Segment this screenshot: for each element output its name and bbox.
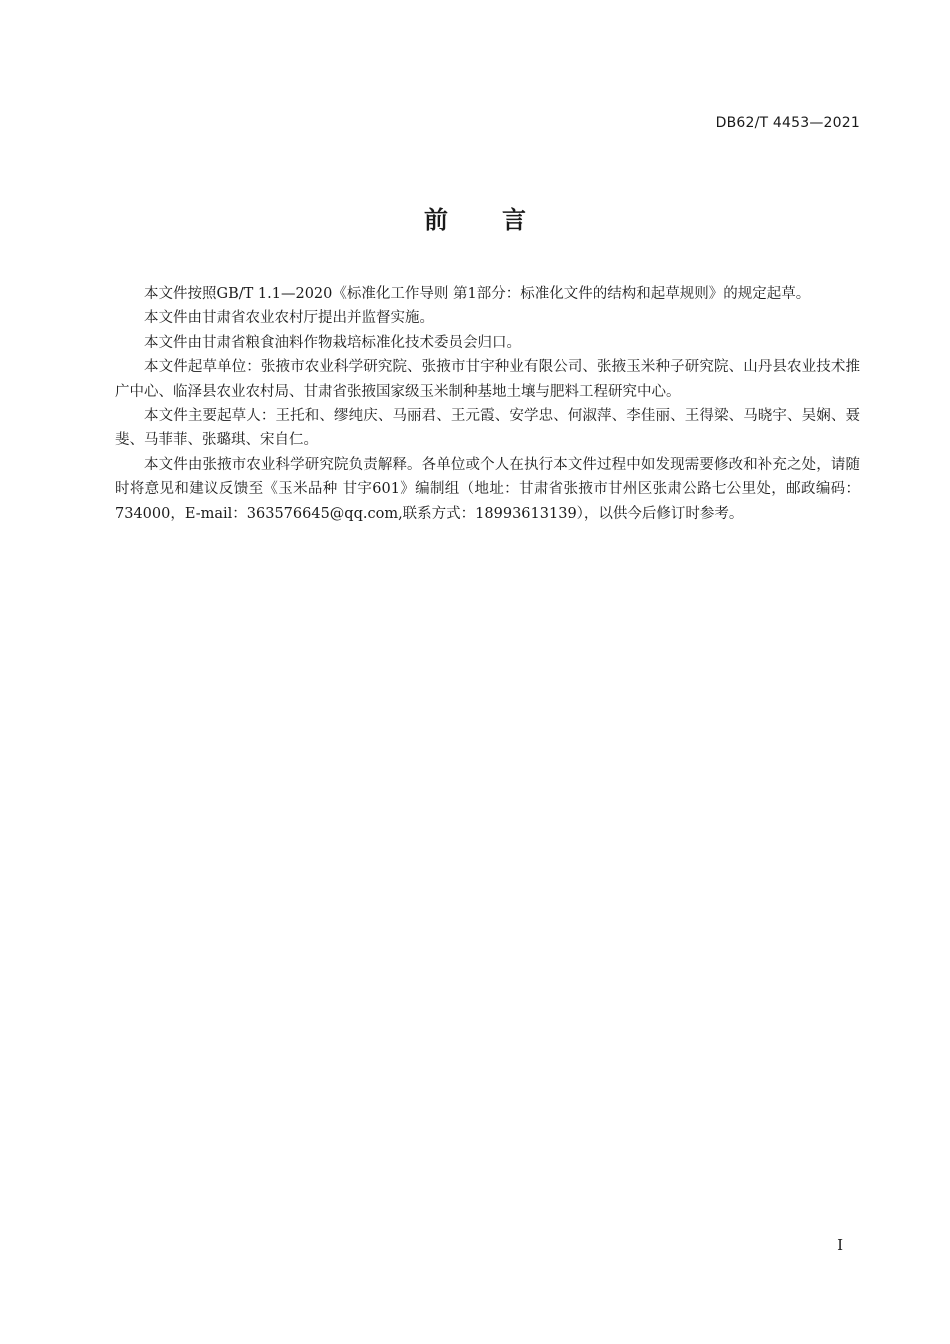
page-number: I [837, 1236, 843, 1254]
foreword-body [115, 282, 860, 526]
paragraph-proposer: 本文件由甘肃省农业农村厅提出并监督实施。 [144, 310, 434, 327]
paragraph-drafting-units: 本文件起草单位：张掖市农业科学研究院、张掖市甘宇种业有限公司、张掖玉米种子研究院、山丹县农业技术推广中心、临泽县农业农村局、甘肃省张掖国家级玉米制种基地土壤与肥料工程研究中心。 [115, 359, 860, 400]
paragraph-drafting-basis: 本文件按照GB/T 1.1—2020《标准化工作导则 第1部分：标准化文件的结构和起草规则》的规定起草。 [144, 286, 811, 302]
page-title: 前言 [424, 206, 580, 234]
paragraph-interpretation: 本文件由张掖市农业科学研究院负责解释。各单位或个人在执行本文件过程中如发现需要修改和补充之处，请随时将意见和建议反馈至《玉米品种 甘宇601》编制组（地址：甘肃省张掖市甘州区张肃公路七公里处，邮政编码：734000，E-mail：363576645@qq.com,联系方式：18993613139），以供今后修订时参考。 [115, 456, 860, 522]
document-code: DB62/T 4453—2021 [715, 115, 860, 131]
paragraph-drafters: 本文件主要起草人：王托和、缪纯庆、马丽君、王元霞、安学忠、何淑萍、李佳丽、王得梁、马晓宇、吴娴、聂斐、马菲菲、张璐琪、宋自仁。 [115, 408, 860, 449]
paragraph-administrator: 本文件由甘肃省粮食油料作物栽培标准化技术委员会归口。 [144, 334, 521, 351]
